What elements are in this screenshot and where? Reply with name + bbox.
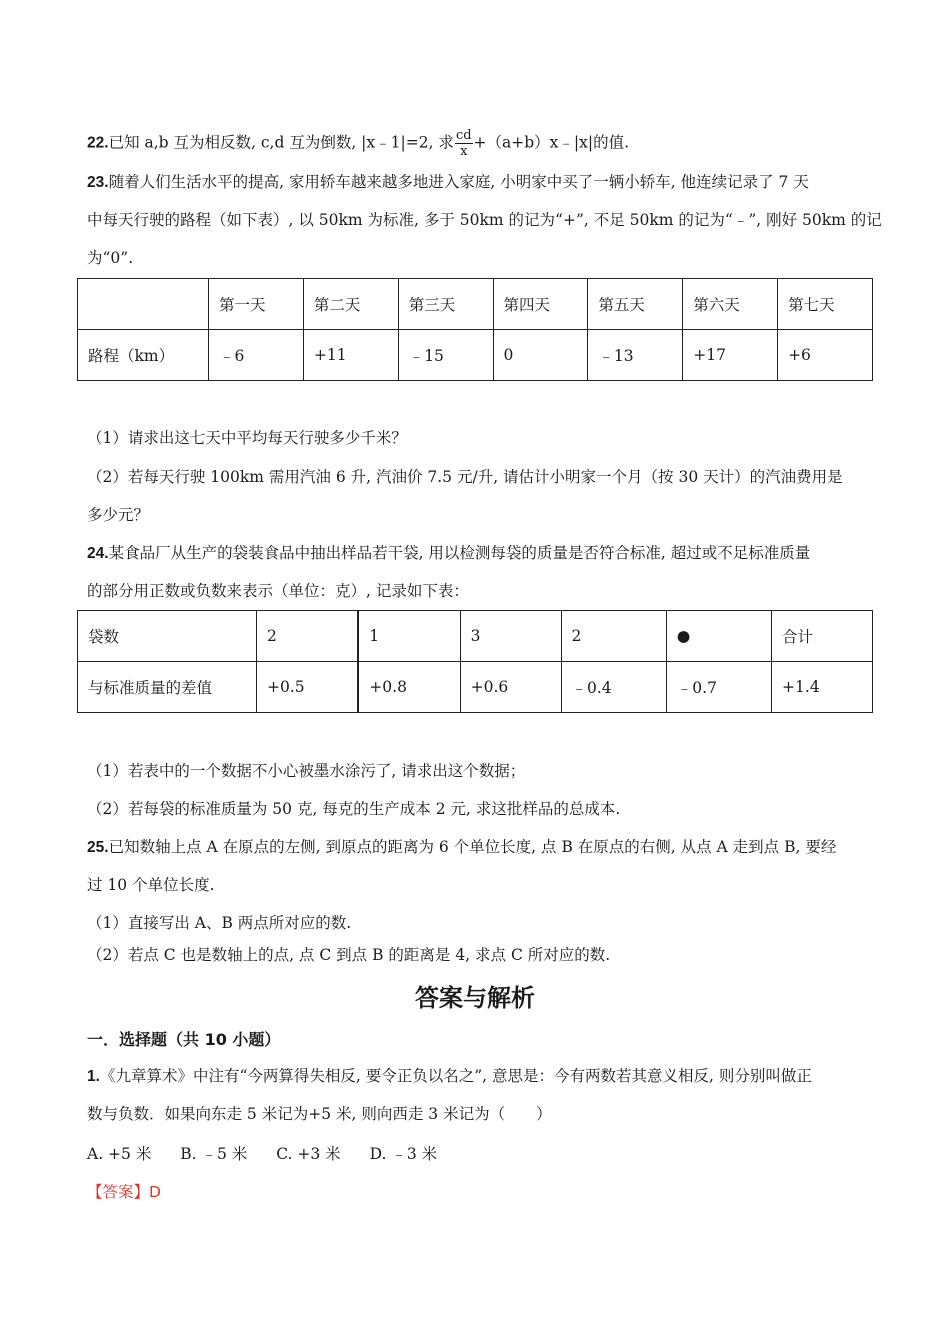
table-header-row	[78, 279, 873, 330]
question-25-sub-2: （2）若点 C 也是数轴上的点, 点 C 到点 B 的距离是 4, 求点 C 所对应的数.	[87, 946, 611, 964]
question-24-sub-2: （2）若每袋的标准质量为 50 克, 每克的生产成本 2 元, 求这批样品的总成本.	[87, 800, 621, 818]
question-25-line-2: 过 10 个单位长度.	[87, 876, 215, 894]
mileage-table	[77, 278, 873, 381]
section-title: 一．选择题（共 10 小题）	[87, 1030, 281, 1049]
question-text: 已知数轴上点 A 在原点的左侧, 到原点的距离为 6 个单位长度, 点 B 在原点的右侧, 从点 A 走到点 B, 要经	[108, 838, 837, 856]
question-22	[87, 128, 629, 159]
question-23-sub-2a: （2）若每天行驶 100km 需用汽油 6 升, 汽油价 7.5 元/升, 请估计小明家一个月（按 30 天计）的汽油费用是	[87, 468, 843, 486]
question-text: 已知 a,b 互为相反数, c,d 互为倒数, |x﹣1|=2, 求	[108, 133, 454, 152]
option-b: B. ﹣5 米	[180, 1145, 248, 1163]
option-d: D. ﹣3 米	[369, 1145, 438, 1163]
question-number: 22.	[87, 134, 109, 152]
table-cell	[78, 279, 209, 330]
table-cell: +1.4	[772, 662, 873, 713]
question-text: 《九章算术》中注有“今两算得失相反, 要令正负以名之”, 意思是：今有两数若其意义相反, 则分别叫做正	[99, 1067, 812, 1085]
table-cell: 第一天	[209, 279, 304, 330]
question-text-end: +（a+b）x﹣|x|的值.	[473, 133, 630, 152]
answer-q1-line-1	[87, 1066, 812, 1087]
question-number: 23.	[87, 174, 109, 191]
table-row	[78, 662, 873, 713]
table-cell: +0.8	[358, 662, 460, 713]
question-23-sub-1: （1）请求出这七天中平均每天行驶多少千米？	[87, 429, 407, 447]
table-cell: ﹣13	[588, 330, 683, 381]
question-number: 24.	[87, 545, 109, 562]
table-cell: +0.5	[257, 662, 359, 713]
table-cell: +17	[683, 330, 778, 381]
question-23-line-1	[87, 172, 809, 193]
ink-blot-cell: ●	[666, 611, 771, 662]
options-list	[87, 1142, 461, 1164]
question-text: 某食品厂从生产的袋装食品中抽出样品若干袋, 用以检测每袋的质量是否符合标准, 超过或不足标准质量	[108, 544, 811, 562]
table-cell: +11	[303, 330, 398, 381]
answer-q1-line-2: 数与负数．如果向东走 5 米记为+5 米, 则向西走 3 米记为（ ）	[87, 1105, 552, 1123]
option-c: C. +3 米	[276, 1145, 341, 1163]
table-cell: 3	[460, 611, 561, 662]
table-cell: +6	[778, 330, 873, 381]
table-cell: 1	[358, 611, 460, 662]
table-cell: ﹣6	[209, 330, 304, 381]
table-cell: 0	[493, 330, 588, 381]
fraction-denominator: x	[460, 144, 468, 159]
table-cell: 第五天	[588, 279, 683, 330]
table-cell: 路程（km）	[78, 330, 209, 381]
question-25-line-1	[87, 837, 836, 858]
question-23-line-3: 为“0”.	[87, 249, 134, 267]
question-23-line-2: 中每天行驶的路程（如下表）, 以 50km 为标准, 多于 50km 的记为“+”, 不足 50km 的记为“﹣”, 刚好 50km 的记	[87, 211, 882, 229]
table-cell: 袋数	[78, 611, 257, 662]
table-cell: ﹣0.4	[561, 662, 666, 713]
question-24-line-2: 的部分用正数或负数来表示（单位：克）, 记录如下表：	[87, 582, 469, 600]
table-cell: 第四天	[493, 279, 588, 330]
table-cell: 第六天	[683, 279, 778, 330]
question-number: 25.	[87, 839, 109, 856]
table-cell: ﹣15	[398, 330, 493, 381]
table-cell: 2	[257, 611, 359, 662]
table-cell: 2	[561, 611, 666, 662]
question-text: 随着人们生活水平的提高, 家用轿车越来越多地进入家庭, 小明家中买了一辆小轿车, 他连续记录了 7 天	[108, 173, 809, 191]
quality-table	[77, 610, 873, 713]
answer-label: 【答案】D	[87, 1183, 161, 1201]
table-cell: 第二天	[303, 279, 398, 330]
table-cell: 第三天	[398, 279, 493, 330]
question-25-sub-1: （1）直接写出 A、B 两点所对应的数.	[87, 914, 352, 932]
table-row	[78, 611, 873, 662]
fraction-numerator: cd	[455, 128, 472, 143]
table-cell: 第七天	[778, 279, 873, 330]
fraction	[455, 128, 473, 159]
question-number: 1.	[87, 1068, 100, 1085]
table-cell: ﹣0.7	[666, 662, 771, 713]
question-24-line-1	[87, 543, 810, 564]
question-23-sub-2b: 多少元？	[87, 506, 150, 524]
answers-heading: 答案与解析	[415, 984, 535, 1012]
table-cell: 合计	[772, 611, 873, 662]
table-cell: +0.6	[460, 662, 561, 713]
option-a: A. +5 米	[87, 1145, 152, 1163]
question-24-sub-1: （1）若表中的一个数据不小心被墨水涂污了, 请求出这个数据；	[87, 762, 526, 780]
table-cell: 与标准质量的差值	[78, 662, 257, 713]
table-row	[78, 330, 873, 381]
